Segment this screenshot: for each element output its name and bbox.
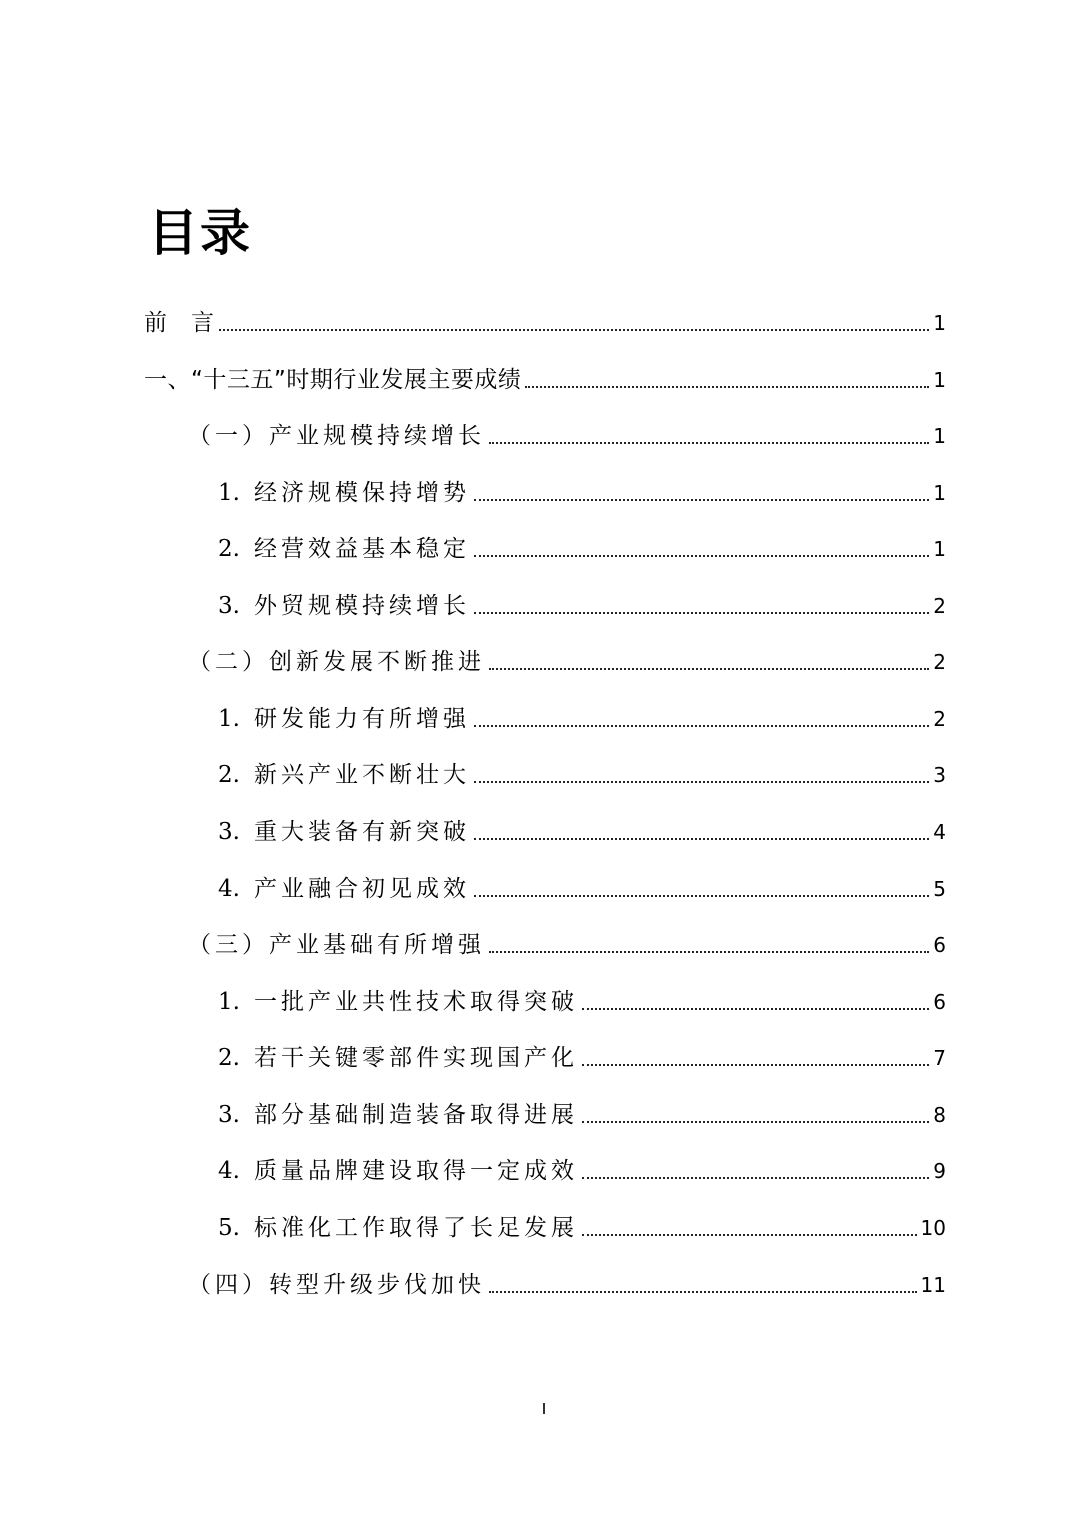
toc-entry-label xyxy=(144,1100,578,1130)
toc-entry-number: 3. xyxy=(218,593,240,619)
toc-entry-page: 1 xyxy=(933,368,946,392)
toc-entry[interactable] xyxy=(144,756,946,790)
toc-entry-text: 重大装备有新突破 xyxy=(253,819,470,845)
toc-entry-label xyxy=(144,1213,578,1243)
toc-entry-label xyxy=(144,874,470,904)
toc-entry-text: 标准化工作取得了长足发展 xyxy=(253,1215,578,1241)
page-title: 目录 xyxy=(148,204,252,262)
dot-leader xyxy=(474,555,929,557)
toc-entry-text: 经济规模保持增势 xyxy=(253,480,470,506)
toc-entry-text: 研发能力有所增强 xyxy=(253,706,470,732)
dot-leader xyxy=(525,386,929,388)
toc-entry-page: 6 xyxy=(933,933,946,957)
toc-entry-label xyxy=(144,591,470,621)
toc-entry-label xyxy=(144,760,470,790)
toc-entry[interactable] xyxy=(144,700,946,734)
toc-entry-text: （一）产业规模持续增长 xyxy=(188,423,485,449)
toc-entry[interactable] xyxy=(144,1266,946,1300)
toc-entry-page: 5 xyxy=(933,877,946,901)
dot-leader xyxy=(582,1121,929,1123)
toc-entry-page: 2 xyxy=(933,707,946,731)
toc-entry-label xyxy=(144,308,215,338)
toc-entry-page: 2 xyxy=(933,650,946,674)
toc-entry-number: 1. xyxy=(218,706,240,732)
toc-entry-text: 部分基础制造装备取得进展 xyxy=(253,1102,578,1128)
toc-entry-number: 1. xyxy=(218,480,240,506)
toc-entry-text: （三）产业基础有所增强 xyxy=(188,932,485,958)
toc-entry-text: 前 言 xyxy=(144,310,215,336)
dot-leader xyxy=(474,895,929,897)
toc-entry-text: 外贸规模持续增长 xyxy=(253,593,470,619)
toc-entry[interactable] xyxy=(144,643,946,677)
toc-entry[interactable] xyxy=(144,1096,946,1130)
toc-entry[interactable] xyxy=(144,587,946,621)
toc-entry-label xyxy=(144,1043,578,1073)
toc-entry-text: （四）转型升级步伐加快 xyxy=(188,1272,485,1298)
toc-entry[interactable] xyxy=(144,926,946,960)
toc-entry-page: 9 xyxy=(933,1159,946,1183)
toc-entry-page: 1 xyxy=(933,481,946,505)
dot-leader xyxy=(489,442,929,444)
toc-entry-number: 3. xyxy=(218,819,240,845)
toc-entry-number: 2. xyxy=(218,1045,240,1071)
dot-leader xyxy=(489,668,929,670)
toc-entry-label xyxy=(144,817,470,847)
toc-entry-label xyxy=(144,478,470,508)
dot-leader xyxy=(582,1234,917,1236)
toc-entry-number: 4. xyxy=(218,876,240,902)
toc-entry-page: 11 xyxy=(920,1273,946,1297)
toc-entry-page: 7 xyxy=(933,1046,946,1070)
dot-leader xyxy=(582,1064,929,1066)
toc-entry-label xyxy=(144,647,485,677)
toc-entry-text: 一批产业共性技术取得突破 xyxy=(253,989,578,1015)
dot-leader xyxy=(489,951,929,953)
toc-entry-page: 10 xyxy=(920,1216,946,1240)
toc-entry-text: 新兴产业不断壮大 xyxy=(253,762,470,788)
toc-entry-number: 5. xyxy=(218,1215,240,1241)
toc-entry-label xyxy=(144,930,485,960)
toc-entry[interactable] xyxy=(144,474,946,508)
toc-entry-page: 4 xyxy=(933,820,946,844)
toc-entry[interactable] xyxy=(144,361,946,395)
dot-leader xyxy=(474,781,929,783)
toc-entry-page: 3 xyxy=(933,763,946,787)
toc-entry-text: 若干关键零部件实现国产化 xyxy=(253,1045,578,1071)
dot-leader xyxy=(474,838,929,840)
toc-entry[interactable] xyxy=(144,870,946,904)
toc-entry-page: 1 xyxy=(933,311,946,335)
toc-entry-page: 2 xyxy=(933,594,946,618)
toc-entry-page: 6 xyxy=(933,990,946,1014)
toc-entry[interactable] xyxy=(144,304,946,338)
toc-entry[interactable] xyxy=(144,813,946,847)
toc-entry-text: （二）创新发展不断推进 xyxy=(188,649,485,675)
toc-entry-page: 8 xyxy=(933,1103,946,1127)
toc-entry-page: 1 xyxy=(933,424,946,448)
toc-entry-label xyxy=(144,421,485,451)
dot-leader xyxy=(489,1291,917,1293)
toc-entry-number: 2. xyxy=(218,536,240,562)
dot-leader xyxy=(474,725,929,727)
toc-entry-number: 3. xyxy=(218,1102,240,1128)
toc-entry-label xyxy=(144,1270,485,1300)
toc-entry[interactable] xyxy=(144,983,946,1017)
toc-entry-number: 1. xyxy=(218,989,240,1015)
toc-entry[interactable] xyxy=(144,530,946,564)
toc-entry-label xyxy=(144,365,521,395)
toc-entry[interactable] xyxy=(144,1152,946,1186)
dot-leader xyxy=(219,329,930,331)
toc-entry-label xyxy=(144,704,470,734)
toc-entry[interactable] xyxy=(144,1209,946,1243)
toc-entry[interactable] xyxy=(144,1039,946,1073)
toc-entry-label xyxy=(144,534,470,564)
toc-entry[interactable] xyxy=(144,417,946,451)
page-number-marker xyxy=(543,1403,545,1414)
toc-entry-text: 产业融合初见成效 xyxy=(253,876,470,902)
toc-entry-number: 2. xyxy=(218,762,240,788)
toc-entry-label xyxy=(144,1156,578,1186)
dot-leader xyxy=(474,499,929,501)
dot-leader xyxy=(474,612,929,614)
toc-entry-label xyxy=(144,987,578,1017)
toc-entry-text: 质量品牌建设取得一定成效 xyxy=(253,1158,578,1184)
toc-entry-number: 4. xyxy=(218,1158,240,1184)
dot-leader xyxy=(582,1177,929,1179)
dot-leader xyxy=(582,1008,929,1010)
toc-entry-text: 经营效益基本稳定 xyxy=(253,536,470,562)
toc-entry-page: 1 xyxy=(933,537,946,561)
toc-entry-text: 一、“十三五”时期行业发展主要成绩 xyxy=(144,367,522,393)
